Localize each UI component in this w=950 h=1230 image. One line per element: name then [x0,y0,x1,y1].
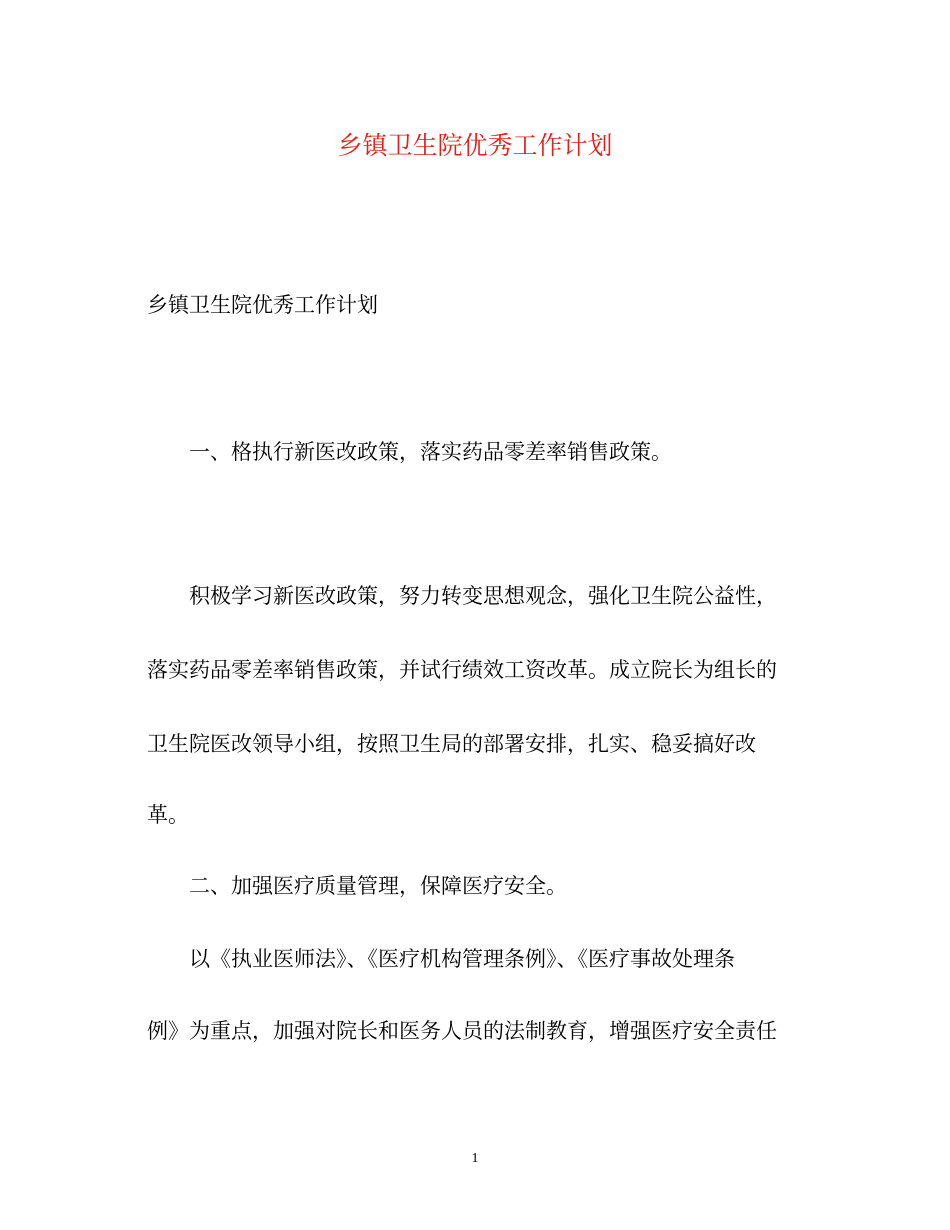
section-2-paragraph-line: 例》为重点，加强对院长和医务人员的法制教育，增强医疗安全责任 [147,1019,777,1043]
section-1-paragraph-line: 落实药品零差率销售政策，并试行绩效工资改革。成立院长为组长的 [147,658,777,682]
section-2-heading: 二、加强医疗质量管理，保障医疗安全。 [189,874,567,898]
section-1-paragraph-line: 卫生院医改领导小组，按照卫生局的部署安排，扎实、稳妥搞好改 [147,732,756,756]
document-title: 乡镇卫生院优秀工作计划 [337,131,613,160]
page-number: 1 [471,1151,479,1166]
document-subtitle: 乡镇卫生院优秀工作计划 [147,293,378,317]
section-1-paragraph-line: 积极学习新医改政策，努力转变思想观念，强化卫生院公益性， [189,584,777,608]
section-1-heading: 一、格执行新医改政策，落实药品零差率销售政策。 [189,440,672,464]
section-1-paragraph-line: 革。 [147,803,189,827]
section-2-paragraph-line: 以《执业医师法》、《医疗机构管理条例》、《医疗事故处理条 [189,947,735,971]
